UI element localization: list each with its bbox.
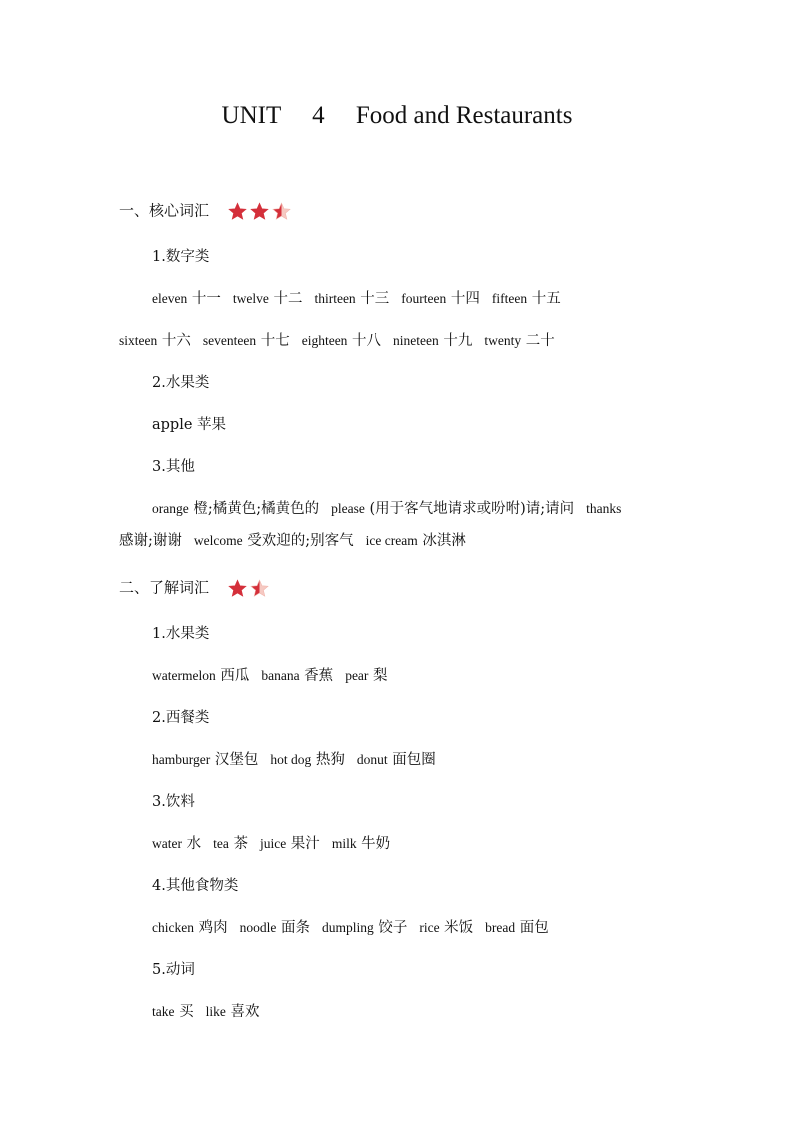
vocab-word: fifteen — [491, 291, 528, 306]
vocab-word: seventeen — [202, 333, 257, 348]
vocab-meaning: 橙;橘黄色;橘黄色的 — [188, 501, 320, 517]
vocab-item — [203, 333, 290, 349]
vocab-word: watermelon — [152, 668, 216, 683]
vocab-item — [314, 291, 389, 307]
vocab-item — [152, 836, 201, 852]
vocab-word: thirteen — [314, 291, 356, 306]
vocab-line — [152, 921, 549, 936]
vocab-word: sixteen — [119, 333, 158, 348]
vocab-word: hamburger — [152, 752, 211, 767]
vocab-word: take — [152, 1004, 175, 1019]
vocab-item — [233, 291, 303, 307]
vocab-item — [357, 752, 436, 768]
vocab-meaning: 西瓜 — [215, 668, 250, 684]
vocab-word: ice cream — [365, 533, 418, 548]
vocab-word: tea — [213, 836, 229, 851]
vocab-meaning: 面条 — [276, 920, 310, 936]
vocab-meaning: 十一 — [187, 291, 221, 307]
vocab-meaning: 十九 — [438, 333, 473, 349]
vocab-meaning: 十七 — [256, 333, 290, 349]
vocab-meaning: 面包圈 — [387, 752, 436, 768]
vocab-meaning: (用于客气地请求或吩咐)请;请问 — [364, 501, 575, 517]
star-icon — [228, 202, 247, 221]
vocab-item — [492, 291, 561, 307]
vocab-item — [152, 920, 228, 936]
vocab-word: orange — [152, 501, 189, 516]
vocab-meaning: 茶 — [228, 836, 248, 852]
vocab-word: banana — [261, 668, 300, 683]
rating-stars — [228, 202, 294, 221]
vocab-word: twenty — [484, 333, 522, 348]
vocab-meaning: 买 — [174, 1004, 194, 1020]
vocab-item — [345, 668, 387, 684]
group-label: 2.西餐类 — [152, 710, 210, 726]
vocab-meaning: 十八 — [347, 333, 382, 349]
star-icon — [272, 202, 291, 221]
vocab-word: thanks — [586, 501, 622, 516]
vocab-word: rice — [419, 920, 440, 935]
vocab-line — [152, 502, 621, 517]
section-heading-extra: 二、了解词汇 — [119, 579, 272, 598]
vocab-word: fourteen — [401, 291, 447, 306]
vocab-word: milk — [331, 836, 357, 851]
vocab-meaning: 饺子 — [373, 920, 408, 936]
vocab-meaning: 果汁 — [286, 836, 320, 852]
vocab-line — [152, 292, 561, 307]
vocab-meaning: 水 — [181, 836, 202, 852]
vocab-meaning: 米饭 — [439, 920, 474, 936]
vocab-item — [119, 533, 182, 549]
vocab-word: welcome — [193, 533, 243, 548]
vocab-word: pear — [345, 668, 369, 683]
section-heading-core: 一、核心词汇 — [119, 202, 294, 221]
title-number: 4 — [312, 102, 325, 129]
page-title — [0, 102, 794, 130]
vocab-word: donut — [356, 752, 388, 767]
vocab-meaning: 感谢;谢谢 — [119, 533, 182, 549]
vocab-item — [393, 333, 472, 349]
star-icon — [250, 202, 269, 221]
vocab-word: please — [331, 501, 365, 516]
rating-stars — [228, 579, 272, 598]
vocab-item — [366, 533, 466, 549]
vocab-line — [152, 837, 390, 852]
star-icon — [228, 579, 247, 598]
vocab-meaning: 十六 — [157, 333, 191, 349]
vocab-meaning: 热狗 — [311, 752, 345, 768]
vocab-item — [206, 1004, 260, 1020]
vocab-item — [152, 752, 258, 768]
vocab-meaning: 十五 — [527, 291, 561, 307]
vocab-word: twelve — [232, 291, 269, 306]
vocab-item — [152, 501, 319, 517]
vocab-item — [261, 668, 333, 684]
vocab-item — [270, 752, 345, 768]
vocab-meaning: 面包 — [515, 920, 549, 936]
title-unit: UNIT — [221, 102, 281, 129]
vocab-line — [119, 334, 555, 349]
vocab-item — [194, 533, 354, 549]
vocab-word: eleven — [152, 291, 188, 306]
vocab-meaning: 受欢迎的;别客气 — [242, 533, 354, 549]
vocab-item — [419, 920, 473, 936]
vocab-item — [484, 333, 554, 349]
vocab-meaning: 喜欢 — [225, 1004, 260, 1020]
vocab-item — [332, 836, 390, 852]
vocab-word: water — [152, 836, 182, 851]
group-label: 2.水果类 — [152, 375, 210, 391]
vocab-word: eighteen — [301, 333, 348, 348]
vocab-line — [152, 1005, 259, 1020]
group-label: 3.饮料 — [152, 794, 195, 810]
vocab-meaning: 二十 — [521, 333, 555, 349]
vocab-item — [152, 668, 249, 684]
vocab-item — [119, 333, 191, 349]
vocab-word: like — [205, 1004, 226, 1019]
vocab-item — [401, 291, 480, 307]
star-icon — [250, 579, 269, 598]
vocab-item — [213, 836, 248, 852]
vocab-meaning: 梨 — [368, 668, 388, 684]
vocab-line — [119, 534, 466, 549]
vocab-line — [152, 753, 436, 768]
vocab-meaning: 十四 — [446, 291, 480, 307]
vocab-item — [302, 333, 381, 349]
vocab-word: noodle — [239, 920, 277, 935]
vocab-meaning: 鸡肉 — [193, 920, 228, 936]
vocab-word: juice — [259, 836, 287, 851]
vocab-item — [152, 291, 221, 307]
vocab-word: nineteen — [393, 333, 439, 348]
vocab-word: dumpling — [321, 920, 374, 935]
vocab-word: chicken — [152, 920, 194, 935]
vocab-meaning: 汉堡包 — [210, 752, 259, 768]
vocab-item — [260, 836, 320, 852]
vocab-item — [485, 920, 549, 936]
group-label: 3.其他 — [152, 459, 195, 475]
vocab-meaning: 牛奶 — [356, 836, 391, 852]
vocab-item — [322, 920, 407, 936]
vocab-meaning: 香蕉 — [299, 668, 334, 684]
vocab-line — [152, 669, 388, 684]
vocab-item — [331, 501, 574, 517]
vocab-item — [586, 501, 621, 517]
vocab-word: hot dog — [270, 752, 312, 767]
vocab-item — [152, 1004, 194, 1020]
vocab-line: apple 苹果 — [152, 417, 227, 433]
group-label: 5.动词 — [152, 962, 195, 978]
group-label: 4.其他食物类 — [152, 878, 239, 894]
group-label: 1.数字类 — [152, 249, 210, 265]
group-label: 1.水果类 — [152, 626, 210, 642]
vocab-word: bread — [485, 920, 516, 935]
vocab-meaning: 十三 — [355, 291, 390, 307]
vocab-meaning: 十二 — [268, 291, 303, 307]
title-name: Food and Restaurants — [355, 102, 573, 129]
vocab-item — [240, 920, 310, 936]
vocab-meaning: 冰淇淋 — [417, 533, 466, 549]
